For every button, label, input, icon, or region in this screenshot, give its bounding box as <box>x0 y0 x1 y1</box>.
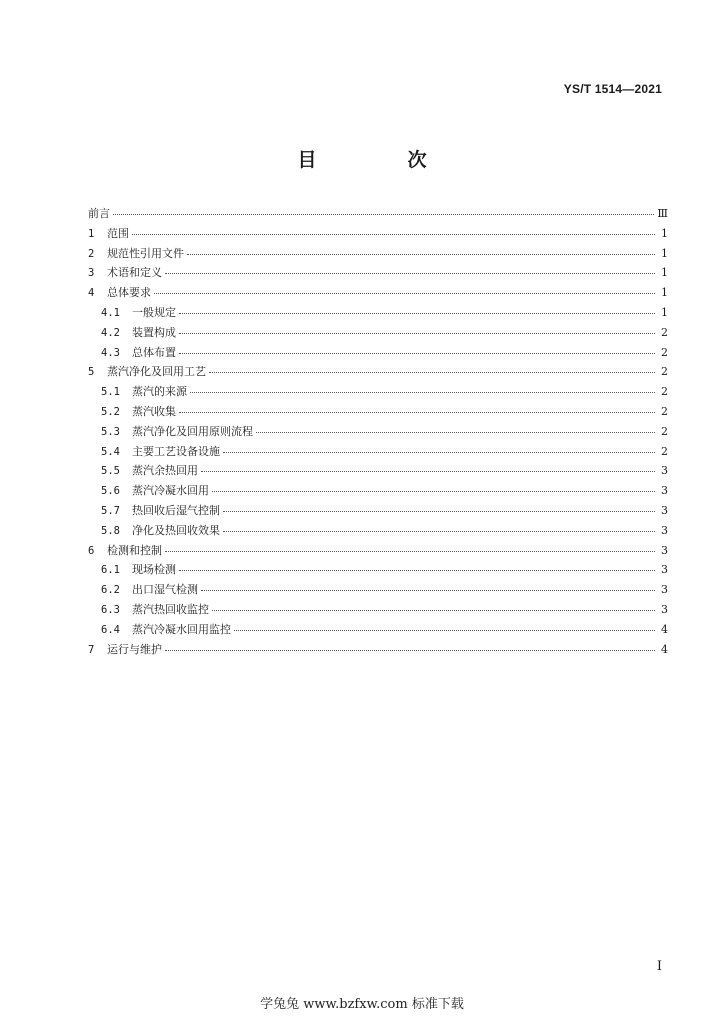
toc-entry[interactable] <box>88 482 668 502</box>
toc-entry-label: 一般规定 <box>132 305 176 319</box>
toc-entry-number: 6.3 <box>101 603 120 616</box>
toc-entry-page: 1 <box>661 226 668 240</box>
toc-entry-number: 5.6 <box>101 485 120 498</box>
toc-dot-leader <box>132 226 655 235</box>
toc-entry[interactable] <box>88 324 668 344</box>
toc-entry-label: 主要工艺设备设施 <box>132 444 220 458</box>
toc-entry-label: 运行与维护 <box>107 642 162 656</box>
toc-entry-page: 2 <box>661 325 668 339</box>
toc-entry[interactable] <box>88 502 668 522</box>
toc-entry-number: 5.2 <box>101 405 120 418</box>
toc-entry[interactable] <box>88 542 668 562</box>
toc-entry[interactable] <box>88 344 668 364</box>
toc-entry-label: 现场检测 <box>132 563 176 577</box>
toc-dot-leader <box>187 246 655 255</box>
toc-entry-number: 2 <box>88 247 95 260</box>
toc-entry[interactable] <box>88 601 668 621</box>
standard-code: YS/T 1514—2021 <box>563 82 662 96</box>
toc-entry-number: 4.2 <box>101 326 120 339</box>
toc-entry-number: 5 <box>88 366 95 379</box>
toc-entry-page: 3 <box>661 563 668 577</box>
toc-dot-leader <box>179 562 655 571</box>
toc-dot-leader <box>201 463 655 472</box>
toc-entry-label: 总体要求 <box>107 286 151 300</box>
toc-entry[interactable] <box>88 264 668 284</box>
toc-entry[interactable] <box>88 403 668 423</box>
toc-entry-label: 出口湿气检测 <box>132 583 198 597</box>
toc-entry-page: 4 <box>661 622 668 636</box>
toc-entry-label: 蒸汽的来源 <box>132 385 187 399</box>
toc-entry-page: 3 <box>661 464 668 478</box>
toc-entry-label: 蒸汽余热回用 <box>132 464 198 478</box>
toc-dot-leader <box>154 285 655 294</box>
toc-entry-page: 2 <box>661 365 668 379</box>
toc-entry-page: 3 <box>661 503 668 517</box>
toc-entry-number: 4.1 <box>101 306 120 319</box>
toc-entry-label: 术语和定义 <box>107 266 162 280</box>
toc-dot-leader <box>165 642 655 651</box>
toc-entry-label: 前言 <box>88 207 110 220</box>
toc-entry-number: 5.4 <box>101 445 120 458</box>
toc-entry-number: 5.7 <box>101 504 120 517</box>
toc-entry-label: 蒸汽冷凝水回用监控 <box>132 622 231 636</box>
toc-entry-label: 装置构成 <box>132 325 176 339</box>
toc-entry-number: 6.4 <box>101 623 120 636</box>
toc-dot-leader <box>179 305 655 314</box>
toc-entry[interactable] <box>88 443 668 463</box>
toc-dot-leader <box>212 483 655 492</box>
toc-entry-label: 范围 <box>107 226 129 240</box>
table-of-contents <box>88 205 668 660</box>
toc-entry[interactable] <box>88 225 668 245</box>
toc-dot-leader <box>190 384 655 393</box>
toc-entry[interactable] <box>88 284 668 304</box>
toc-dot-leader <box>209 364 655 373</box>
toc-entry-number: 4 <box>88 287 95 300</box>
page-folio: I <box>656 959 662 974</box>
toc-dot-leader <box>201 582 655 591</box>
toc-entry-label: 蒸汽冷凝水回用 <box>132 484 209 498</box>
toc-entry-number: 5.8 <box>101 524 120 537</box>
toc-entry-number: 4.3 <box>101 346 120 359</box>
toc-dot-leader <box>223 444 655 453</box>
toc-entry[interactable] <box>88 304 668 324</box>
toc-entry-number: 1 <box>88 227 95 240</box>
toc-dot-leader <box>179 404 655 413</box>
toc-title: 目 次 <box>297 149 463 171</box>
toc-entry-page: 2 <box>661 404 668 418</box>
toc-entry-page: 2 <box>661 444 668 458</box>
toc-entry[interactable] <box>88 621 668 641</box>
toc-entry-page: 3 <box>661 543 668 557</box>
toc-entry-page: 2 <box>661 424 668 438</box>
toc-entry-page: 2 <box>661 345 668 359</box>
toc-entry-number: 5.5 <box>101 465 120 478</box>
toc-entry[interactable] <box>88 522 668 542</box>
toc-entry-label: 蒸汽热回收监控 <box>132 602 209 616</box>
toc-entry-number: 5.3 <box>101 425 120 438</box>
toc-entry[interactable] <box>88 245 668 265</box>
toc-dot-leader <box>234 622 655 631</box>
watermark-text: 学兔兔 www.bzfxw.com 标准下载 <box>260 997 464 1012</box>
toc-entry-number: 7 <box>88 643 95 656</box>
toc-dot-leader <box>165 543 655 552</box>
toc-entry-label: 蒸汽净化及回用工艺 <box>107 365 206 379</box>
toc-dot-leader <box>179 345 655 354</box>
toc-entry-page: 1 <box>661 246 668 260</box>
toc-dot-leader <box>113 206 654 215</box>
toc-entry-number: 6 <box>88 544 95 557</box>
toc-entry-page: 1 <box>661 266 668 280</box>
toc-entry[interactable] <box>88 363 668 383</box>
toc-entry-page: 3 <box>661 484 668 498</box>
toc-entry-page: 1 <box>661 305 668 319</box>
toc-entry-number: 6.2 <box>101 584 120 597</box>
toc-entry[interactable] <box>88 205 668 225</box>
toc-entry-page: Ⅲ <box>657 207 668 220</box>
toc-entry-number: 6.1 <box>101 564 120 577</box>
toc-entry-page: 3 <box>661 523 668 537</box>
toc-dot-leader <box>179 325 655 334</box>
toc-entry[interactable] <box>88 383 668 403</box>
toc-entry[interactable] <box>88 581 668 601</box>
toc-entry[interactable] <box>88 423 668 443</box>
toc-entry-page: 3 <box>661 602 668 616</box>
toc-dot-leader <box>223 523 655 532</box>
toc-entry-label: 检测和控制 <box>107 543 162 557</box>
toc-dot-leader <box>212 602 655 611</box>
toc-dot-leader <box>165 265 655 274</box>
toc-entry-label: 净化及热回收效果 <box>132 523 220 537</box>
toc-entry-page: 2 <box>661 385 668 399</box>
toc-entry-number: 5.1 <box>101 386 120 399</box>
toc-dot-leader <box>223 503 655 512</box>
toc-entry-label: 蒸汽净化及回用原则流程 <box>132 424 253 438</box>
toc-entry-page: 4 <box>661 642 668 656</box>
toc-entry[interactable] <box>88 561 668 581</box>
toc-entry-label: 总体布置 <box>132 345 176 359</box>
toc-entry[interactable] <box>88 641 668 661</box>
toc-entry-label: 热回收后湿气控制 <box>132 503 220 517</box>
toc-dot-leader <box>256 424 655 433</box>
toc-entry-page: 1 <box>661 286 668 300</box>
toc-entry[interactable] <box>88 462 668 482</box>
toc-entry-label: 规范性引用文件 <box>107 246 184 260</box>
toc-entry-label: 蒸汽收集 <box>132 404 176 418</box>
toc-entry-page: 3 <box>661 583 668 597</box>
toc-entry-number: 3 <box>88 267 95 280</box>
